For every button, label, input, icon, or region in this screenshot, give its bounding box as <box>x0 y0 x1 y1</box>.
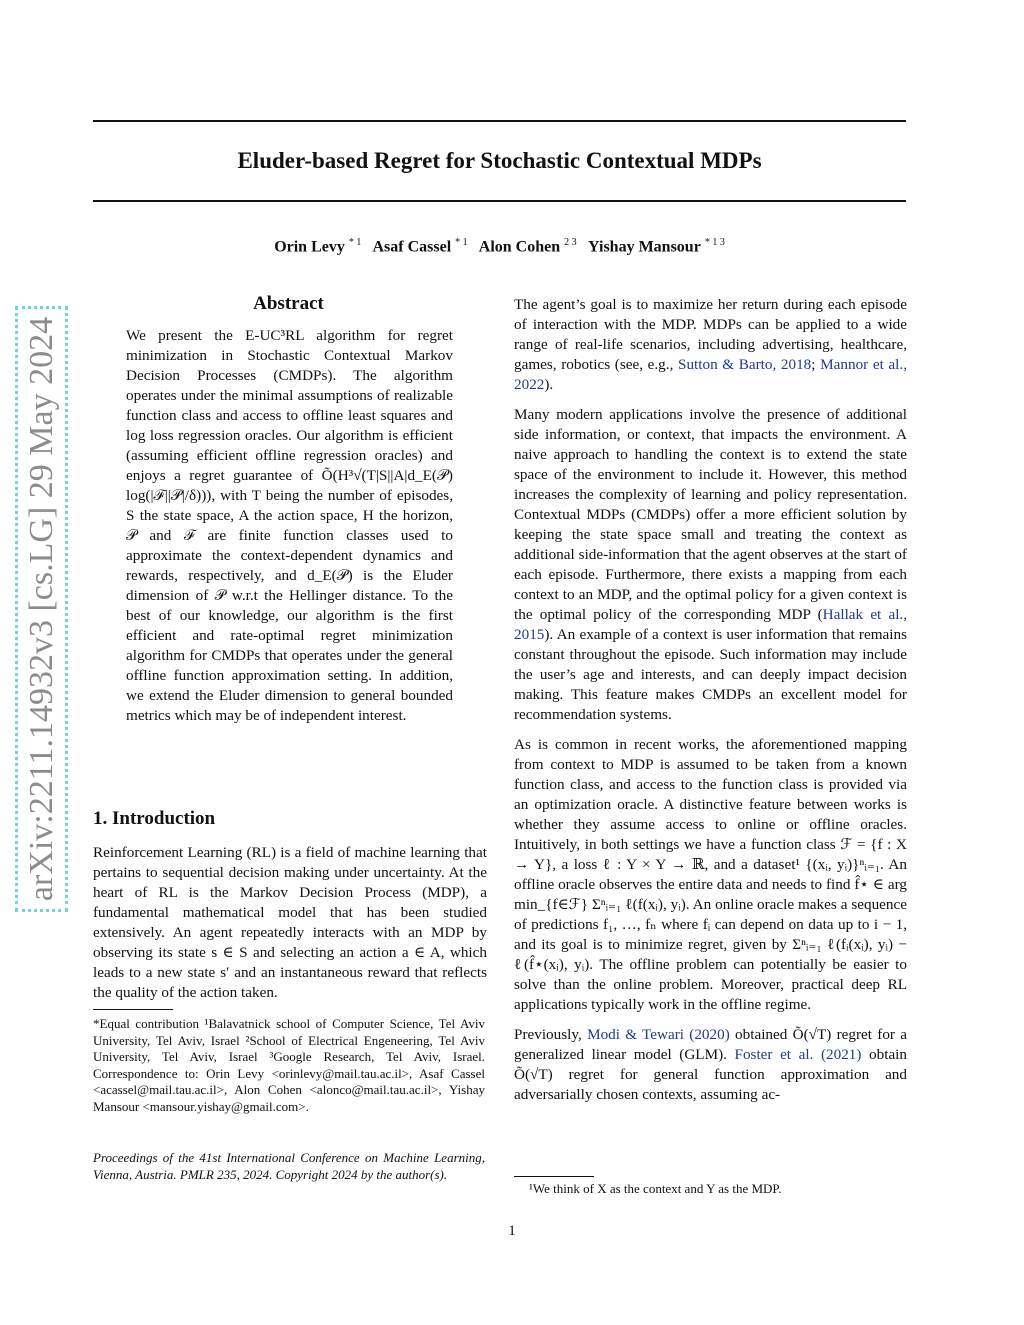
author-name: Asaf Cassel <box>372 238 452 256</box>
text: obtained Õ(√T) regret for a generalized linear model (GLM). <box>514 1026 908 1063</box>
abstract-heading: Abstract <box>253 293 324 314</box>
author-affil: 2 3 <box>564 237 577 248</box>
text: ). An example of a context is user information that remains constant throughout the episode. Such information may include the user’s age and interests, and can deeply impact decision making. This feature makes CMDPs an excellent model for recommendation systems. <box>514 626 907 723</box>
author-name: Alon Cohen <box>478 238 561 256</box>
title-bottom-rule <box>93 200 906 202</box>
paper-title: Eluder-based Regret for Stochastic Contextual MDPs <box>237 148 762 173</box>
author-affil: * 1 3 <box>704 237 725 248</box>
footnote-affiliations: *Equal contribution ¹Balavatnick school of Computer Science, Tel Aviv University, Tel Aviv, Israel ²School of Electrical Engeneering, Tel Aviv University, Tel Aviv, Israel ³Google Research, Tel Aviv, Israel. Correspondence to: Orin Levy <orinlevy@mail.tau.ac.il>, Asaf Cassel <acassel@mail.tau.ac.il>, Alon Cohen <alonco@mail.tau.ac.il>, Yishay Mansour <mansour.yishay@gmail.com>. <box>93 1016 485 1114</box>
page-number: 1 <box>508 1223 516 1239</box>
citation-link[interactable]: Modi & Tewari (2020) <box>587 1026 730 1043</box>
citation-link[interactable]: Hallak et al., 2015 <box>514 606 908 643</box>
proceedings-note: Proceedings of the 41st International Conference on Machine Learning, Vienna, Austria. PMLR 235, 2024. Copyright 2024 by the author(s). <box>93 1150 485 1182</box>
intro-heading: 1. Introduction <box>93 808 216 829</box>
abstract-body: We present the E-UC³RL algorithm for regret minimization in Stochastic Contextual Markov Decision Processes (CMDPs). The algorithm operates under the minimal assumptions of realizable function class and access to offline least squares and log loss regression oracles. Our algorithm is efficient (assuming efficient offline regression oracles) and enjoys a regret guarantee of Õ(H³√(T|S||A|d_E(𝒫) log(|ℱ||𝒫|/δ))), with T being the number of episodes, S the state space, A the action space, H the horizon, 𝒫 and ℱ are finite function classes used to approximate the context-dependent dynamics and rewards, respectively, and d_E(𝒫) is the Eluder dimension of 𝒫 w.r.t the Hellinger distance. To the best of our knowledge, our algorithm is the first efficient and rate-optimal regret minimization algorithm for CMDPs that operates under the general offline function approximation setting. In addition, we extend the Eluder dimension to general bounded metrics which may be of independent interest. <box>126 327 453 724</box>
arxiv-stamp <box>15 306 68 912</box>
text: Previously, <box>514 1026 588 1043</box>
paragraph: The agent’s goal is to maximize her return during each episode of interaction with the MDP. MDPs can be applied to a wide range of real-life scenarios, including advertising, healthcare, games, robotics (see, e.g., Sutton & Barto, 2018; Mannor et al., 2022). <box>514 296 907 393</box>
intro-body: Reinforcement Learning (RL) is a field of machine learning that pertains to sequential decision making under uncertainty. At the heart of RL is the Markov Decision Process (MDP), a fundamental mathematical model that has been studied extensively. An agent repeatedly interacts with an MDP by observing its state s ∈ S and selecting an action a ∈ A, which leads to a new state s′ and an instantaneous reward that reflects the quality of the action taken. <box>93 844 487 1001</box>
author-affil: * 1 <box>455 237 468 248</box>
right-column <box>514 295 907 1115</box>
author-name: Yishay Mansour <box>588 238 701 256</box>
text: Many modern applications involve the presence of additional side information, or context, that impacts the environment. A naive approach to handling the context is to extend the state space of the environment to include it. However, this method increases the complexity of learning and policy representation. Contextual MDPs (CMDPs) offer a more efficient solution by keeping the state space small and treating the context as additional side-information that the agent observes at the start of each episode. Furthermore, there exists a mapping from each context to an MDP, and the optimal policy for a given context is the optimal policy of the corresponding MDP ( <box>514 406 907 623</box>
arxiv-stamp-text: arXiv:2211.14932v3 [cs.LG] 29 May 2024 <box>22 316 60 902</box>
paragraph <box>514 1025 907 1105</box>
author-list <box>93 237 906 256</box>
paragraph <box>514 405 907 725</box>
text: The agent’s goal is to maximize her return during each episode of interaction with the MDP. MDPs can be applied to a wide range of real-life scenarios, including advertising, healthcare, games, robotics (see, e.g., <box>514 296 907 373</box>
top-rule <box>93 120 906 122</box>
citation-link[interactable]: Mannor et al., 2022 <box>514 356 907 393</box>
citation-link[interactable]: Foster et al. (2021) <box>734 1046 862 1063</box>
citation-link[interactable]: Sutton & Barto, 2018 <box>678 356 812 373</box>
footnote-context: ¹We think of X as the context and Y as the MDP. <box>529 1181 782 1196</box>
text: obtain Õ(√T) regret for general function approximation and adversarially chosen contexts, assuming ac- <box>514 1046 907 1103</box>
footnote-rule <box>93 1009 173 1010</box>
footnote-rule <box>514 1176 594 1177</box>
paragraph: As is common in recent works, the aforementioned mapping from context to MDP is assumed to be taken from a known function class, and access to the function class is provided via an optimization oracle. A distinctive feature between works is whether they assume access to online or offline oracles. Intuitively, in both settings we have a function class ℱ = {f : X → Y}, a loss ℓ : Y × Y → ℝ, and a dataset¹ {(xᵢ, yᵢ)}ⁿᵢ₌₁. An offline oracle observes the entire data and needs to find f̂⋆ ∈ arg min_{f∈ℱ} Σⁿᵢ₌₁ ℓ(f(xᵢ), yᵢ). An online oracle makes a sequence of predictions f₁, …, fₙ where fᵢ can depend on data up to i − 1, and its goal is to minimize regret, given by Σⁿᵢ₌₁ ℓ(fᵢ(xᵢ), yᵢ) − ℓ(f̂⋆(xᵢ), yᵢ). The offline problem can potentially be easier to solve than the online problem. Moreover, practical deep RL applications typically work in the offline regime. <box>514 736 907 1013</box>
author-affil: * 1 <box>348 237 362 248</box>
author-name: Orin Levy <box>274 238 345 256</box>
